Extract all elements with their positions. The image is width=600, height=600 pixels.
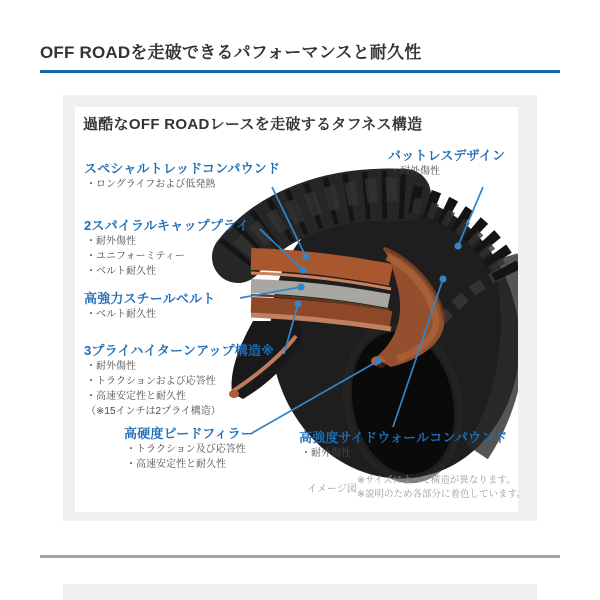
- callout-label: 3プライハイターンアップ構造※: [84, 343, 275, 358]
- callout-label: 高硬度ビードフィラー: [124, 426, 255, 441]
- callout-feature: ・ベルト耐久性: [86, 309, 156, 320]
- callout-feature: （※15インチは2プライ構造）: [86, 406, 221, 417]
- callout-feature: ・高速安定性と耐久性: [126, 459, 226, 470]
- callout-feature: ・耐外傷性: [86, 361, 136, 372]
- toughness-panel: [75, 107, 526, 512]
- callout-steel-belt: [84, 290, 215, 322]
- callout-dot: [297, 283, 304, 290]
- callout-dot: [294, 300, 301, 307]
- section-divider: [40, 555, 560, 558]
- callout-buttress-design: [388, 147, 505, 179]
- callout-feature: ・耐外傷性: [390, 166, 440, 177]
- callout-label: スペシャルトレッドコンパウンド: [84, 161, 281, 176]
- callout-feature: ・トラクション及び応答性: [126, 444, 246, 455]
- callout-feature: ・ユニフォーミティー: [86, 251, 185, 262]
- callout-feature: ・トラクションおよび応答性: [86, 376, 216, 387]
- callout-dot: [302, 253, 309, 260]
- callout-turnup-structure: [84, 342, 274, 419]
- footnote: ※説明のため各部分に着色しています。: [357, 489, 526, 500]
- callout-dot: [454, 242, 461, 249]
- callout-feature: ・高速安定性と耐久性: [86, 391, 186, 402]
- cutaway-layers: [251, 259, 391, 329]
- callout-label: 2スパイラルキャッププライ: [84, 218, 250, 233]
- callout-label: 高強度サイドウォールコンパウンド: [299, 430, 508, 445]
- callout-feature: ・ロングライフおよび低発熱: [86, 179, 216, 190]
- callout-sidewall-compound: [299, 429, 508, 461]
- callout-label: バットレスデザイン: [388, 148, 506, 163]
- callout-feature: ・耐外傷性: [301, 448, 351, 459]
- toughness-section: [63, 95, 537, 521]
- callout-feature: ・耐外傷性: [86, 236, 136, 247]
- next-section-box: [63, 584, 537, 600]
- footnote: ※サイズによって構造が異なります。: [357, 475, 516, 486]
- callout-dot: [439, 275, 446, 282]
- footnotes: [357, 474, 526, 502]
- callout-spiral-cap-ply: [84, 217, 249, 279]
- callout-special-tread-compound: [84, 160, 280, 192]
- callout-dot: [374, 357, 381, 364]
- callout-dot: [299, 266, 306, 273]
- callout-bead-filler: [124, 425, 254, 472]
- callout-label: 高強力スチールベルト: [84, 291, 216, 306]
- section-heading: 過酷なOFF ROADレースを走破するタフネス構造: [83, 116, 423, 133]
- page-title: OFF ROADを走破できるパフォーマンスと耐久性: [40, 43, 422, 62]
- callout-feature: ・ベルト耐久性: [86, 266, 156, 277]
- title-underline: [40, 70, 560, 73]
- image-caption: イメージ図: [307, 484, 357, 495]
